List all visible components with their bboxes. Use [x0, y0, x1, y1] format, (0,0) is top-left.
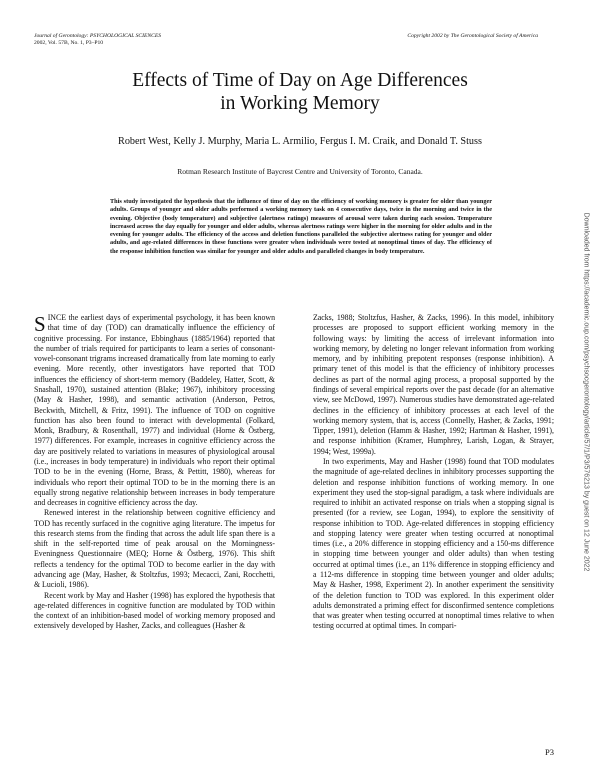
first-word-rest: INCE	[47, 313, 66, 322]
author-list: Robert West, Kelly J. Murphy, Maria L. Armilio, Fergus I. M. Craik, and Donald T. Stuss	[118, 136, 482, 147]
title-line-2: in Working Memory	[220, 93, 380, 114]
download-watermark: Downloaded from https://academic.oup.com/psychsocgerontology/article/57/1/P3/576213 by guest on 12 June 2022	[582, 212, 590, 572]
paragraph-4: Zacks, 1988; Stoltzfus, Hasher, & Zacks, 1996). In this model, inhibitory processes are proposed to support efficient working memory in the following ways: by limiting the access of irrelevant information into working memory, by deleting no longer relevant information from working memory, and by inhibiting prepotent responses (response inhibition). A primary tenet of this model is that the efficiency of inhibitory processes declines as part of the normal aging process, a proposal supported by the findings of several empirical reports over the past decade (for an alternative view, see McDowd, 1997). Numerous studies have demonstrated age-related declines in the efficiency of inhibitory processes at each level of the working memory system, that is, access (Connelly, Hasher, & Zacks, 1991; Tipper, 1991), deletion (Hamm & Hasher, 1992; Hartman & Hasher, 1991), and response inhibition (Kramer, Humphrey, Larish, Logan, & Strayer, 1994; West, 1999a).	[313, 313, 554, 456]
abstract: This study investigated the hypothesis that the influence of time of day on the efficiency of working memory is greater for older than younger adults. Groups of younger and older adults performed a working memory task on 4 consecutive days, twice in the morning and twice in the evening. Objective (body temperature) and subjective (alertness ratings) measures of arousal were taken during each session. Temperature increased across the day equally for younger and older adults, whereas alertness ratings were higher in the morning for older adults and in the evening for younger adults. The efficiency of the access and deletion functions paralleled the subjective alertness rating for younger and older adults, and age-related differences in these functions were greater when individuals were tested at nonoptimal times of day. The efficiency of the response inhibition function was similar for younger and older adults and paralleled changes in body temperature.	[110, 198, 492, 255]
paragraph-1-text: the earliest days of experimental psychology, it has been known that time of day (TOD) can dramatically influence the efficiency of cognitive processing. For instance, Ebbinghaus (1885/1964) reported that the number of trials required for participants to learn a series of consonant-vowel-consonant trigrams increased dramatically from late morning to early evening. More recently, other investigators have reported that TOD influences the efficiency of short-term memory (Baddeley, Hatter, Scott, & Snashall, 1970), sustained attention (Blake; 1967), inhibitory processing (May & Hasher, 1998), and semantic activation (Anderson, Petros, Beckwith, Mitchell, & Fritz, 1991). The influence of TOD on cognitive function has also been found to interact with developmental (Folkard, Monk, Bradbury, & Rosenthall, 1977) and individual (Horne & Östberg, 1977) differences. For example, increases in cognitive efficiency across the day are positively related to variations in measures of physiological arousal (i.e., increases in body temperature) in individuals who report their optimal TOD to be in the evening (Horne, Brass, & Pettitt, 1980), whereas for individuals who report their optimal TOD to be in the morning there is an equally strong negative relationship between increases in body temperature and decreases in cognitive efficiency across the day.	[34, 313, 275, 508]
paragraph-1	[34, 313, 275, 508]
page-number: P3	[545, 747, 554, 757]
journal-citation: 2002, Vol. 57B, No. 1, P3–P10	[34, 40, 104, 46]
paragraph-5: In two experiments, May and Hasher (1998) found that TOD modulates the magnitude of age-related declines in inhibitory processes supporting the deletion and response inhibition functions of working memory. In one experiment they used the stop-signal paradigm, a task where individuals are required to inhibit an activated response on trials when a stopping signal is presented (for a review, see Logan, 1994), to explore the sensitivity of response inhibition to TOD. Age-related differences in stopping efficiency and stopping latency were greater when testing occurred at nonoptimal times (i.e., a 20% difference in stopping efficiency and a 150-ms difference in stopping time between younger and older adults) than when testing occurred at optimal times (i.e., an 11% difference in stopping efficiency and a 112-ms difference in stopping time between younger and older adults; May & Hasher, 1998, Experiment 2). In another experiment the sensitivity of the deletion function to TOD was explored. In this experiment older adults demonstrated a priming effect for disconfirmed sentence completions that was greater when testing occurred at nonoptimal times relative to when testing occurred at optimal times. In compari-	[313, 456, 554, 631]
paragraph-2: Renewed interest in the relationship between cognitive efficiency and TOD has recently surfaced in the cognitive aging literature. The impetus for this research stems from the finding that across the adult life span there is a shift in the self-reported time of peak arousal on the Morningness-Eveningness Questionnaire (MEQ; Horne & Östberg, 1976). This shift reflects a tendency for the optimal TOD to become earlier in the day with advancing age (May, Hasher, & Stoltzfus, 1993; Mecacci, Zani, Rocchetti, & Lucioli, 1986).	[34, 508, 275, 590]
drop-cap: S	[34, 312, 46, 336]
journal-header	[34, 33, 161, 47]
title-line-1: Effects of Time of Day on Age Differences	[132, 70, 468, 91]
article-title	[0, 69, 600, 115]
body-column-left	[34, 313, 275, 632]
copyright-notice: Copyright 2002 by The Gerontological Society of America	[407, 33, 538, 39]
journal-name: Journal of Gerontology: PSYCHOLOGICAL SCIENCES	[34, 33, 162, 39]
paragraph-3: Recent work by May and Hasher (1998) has explored the hypothesis that age-related differences in cognitive function are modulated by TOD within the context of an inhibition-based model of working memory proposed and extensively developed by Hasher, Zacks, and colleagues (Hasher &	[34, 590, 275, 631]
affiliation: Rotman Research Institute of Baycrest Centre and University of Toronto, Canada.	[177, 167, 423, 176]
body-column-right	[313, 313, 554, 632]
